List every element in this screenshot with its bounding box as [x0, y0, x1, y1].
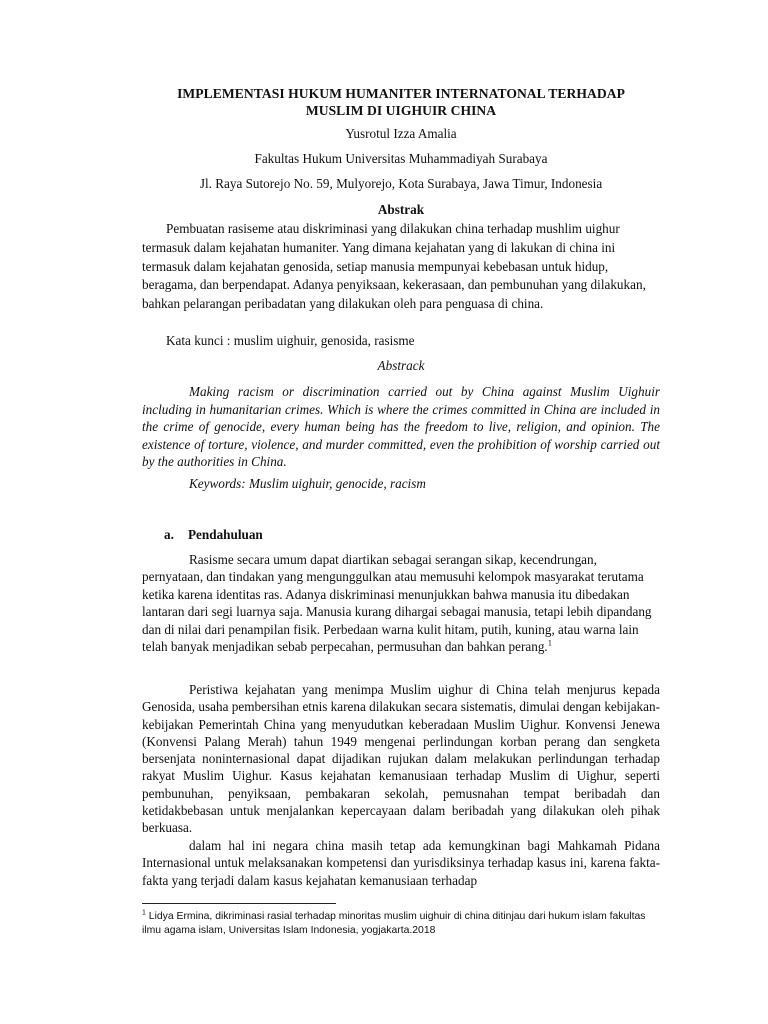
author-name: Yusrotul Izza Amalia: [345, 126, 457, 141]
intro-paragraph-1-text: Rasisme secara umum dapat diartikan sebagai serangan sikap, kecendrungan, pernyataan, dan tindakan yang mengunggulkan atau memusuhi kelompok masyarakat terutama ketika karena identitas ras. Adanya diskriminasi menunjukkan bahwa manusia itu dibedakan lantaran dari segi luarnya saja. Manusia kurang dihargai sebagai manusia, tetapi lebih dipandang dan di nilai dari penampilan fisik. Perbedaan warna kulit hitam, putih, kuning, atau warna lain telah banyak menjadikan sebab perpecahan, permusuhan dan bahkan perang.: [142, 552, 652, 655]
abstrak-heading: Abstrak: [377, 202, 425, 217]
intro-paragraph-1: [142, 551, 660, 655]
paper-title: [142, 86, 660, 119]
footnote-text: Lidya Ermina, dikriminasi rasial terhadap minoritas muslim uighuir di china ditinjau dari hukum islam fakultas ilmu agama islam, Universitas Islam Indonesia, yogjakarta.2018: [142, 911, 646, 936]
intro-paragraph-3: [142, 837, 660, 889]
footnote-mark: 1: [142, 909, 146, 917]
abstract-en-text: Making racism or discrimination carried out by China against Muslim Uighuir including in humanitarian crimes. Which is where the crimes committed in China are included in the crime of genocide, every human being has the freedom to live, religion, and opinion. The existence of torture, violence, and murder committed, even the prohibition of worship carried out by the authorities in China.: [142, 384, 660, 470]
intro-paragraph-2-text: Peristiwa kejahatan yang menimpa Muslim uighur di China telah menjurus kepada Genosida, usaha pembersihan etnis karena dilakukan secara sistematis, dimulai dengan kebijakan- kebijakan Pemerintah China yang menyudutkan keberadaan Muslim Uighur. Konvensi Jenewa (Konvensi Palang Merah) tahun 1949 mengenai perlindungan korban perang dan sengketa bersenjata noninternasional dapat dijadikan rujukan dalam melakukan perlindungan terhadap rakyat Muslim Uighur. Kasus kejahatan kemanusiaan terhadap Muslim di Uighur, seperti pembunuhan, penyiksaan, pembakaran sekolah, pemusnahan tempat beribadah dan ketidakbebasan untuk menjalankan kepercayaan dalam beribadah yang dilakukan oleh pihak berkuasa.: [142, 682, 660, 836]
intro-paragraph-2: [142, 681, 660, 837]
abstract-en-keywords: Keywords: Muslim uighuir, genocide, racism: [189, 476, 426, 491]
paper-title-line-2: MUSLIM DI UIGHUIR CHINA: [305, 102, 497, 118]
abstrak-keywords: Kata kunci : muslim uighuir, genosida, rasisme: [166, 333, 415, 348]
abstrak-text: Pembuatan rasiseme atau diskriminasi yang dilakukan china terhadap mushlim uighur termasuk dalam kejahatan humaniter. Yang dimana kejahatan yang di lakukan di china ini termasuk dalam kejahatan genosida, setiap manusia mempunyai kebebasan untuk hidup, beragama, dan berpendapat. Adanya penyiksaan, kekerasaan, dan pembunuhan yang dilakukan, bahkan pelarangan peribadatan yang dilakukan oleh para penguasa di china.: [142, 221, 646, 312]
paper-title-line-1: IMPLEMENTASI HUKUM HUMANITER INTERNATONAL TERHADAP: [177, 86, 625, 101]
footnote-reference[interactable]: 1: [547, 637, 552, 648]
abstrak-body: [142, 220, 660, 314]
intro-paragraph-3-text: dalam hal ini negara china masih tetap ada kemungkinan bagi Mahkamah Pidana Internasional untuk melaksanakan kompetensi dan yurisdiksinya terhadap kasus ini, karena fakta-fakta yang terjadi dalam kasus kejahatan kemanusiaan terhadap: [142, 838, 660, 888]
section-title: Pendahuluan: [188, 527, 263, 542]
footnote: [142, 910, 660, 938]
author-affiliation: Fakultas Hukum Universitas Muhammadiyah Surabaya: [254, 151, 548, 166]
section-heading: [164, 527, 564, 543]
author-address: Jl. Raya Sutorejo No. 59, Mulyorejo, Kota Surabaya, Jawa Timur, Indonesia: [199, 176, 603, 191]
section-letter: a.: [164, 527, 174, 542]
abstract-en-body: [142, 383, 660, 471]
footnote-separator: [142, 903, 336, 904]
abstract-en-heading: Abstrack: [377, 358, 425, 373]
